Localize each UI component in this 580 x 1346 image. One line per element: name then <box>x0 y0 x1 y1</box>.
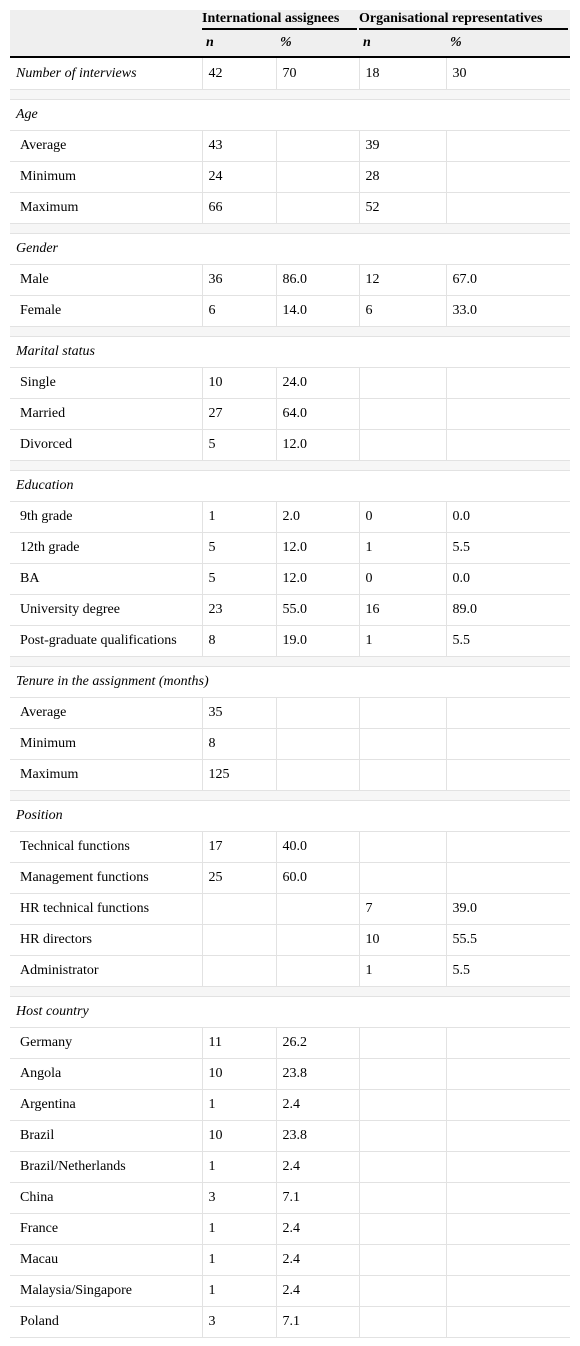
section-header-row <box>10 667 570 698</box>
table-row <box>10 1121 570 1152</box>
section-header-row <box>10 234 570 265</box>
cell-value: 23.8 <box>276 1059 359 1090</box>
table-row <box>10 131 570 162</box>
cell-value: 1 <box>202 1276 276 1307</box>
spacer-row <box>10 791 570 801</box>
cell-value: 55.0 <box>276 595 359 626</box>
header-percent: % <box>446 30 570 57</box>
cell-value: 1 <box>359 626 446 657</box>
row-label: BA <box>10 564 202 595</box>
row-label: University degree <box>10 595 202 626</box>
table-row <box>10 1307 570 1338</box>
cell-value: 43 <box>202 131 276 162</box>
cell-value: 40.0 <box>276 832 359 863</box>
table-row <box>10 1090 570 1121</box>
cell-value <box>359 1307 446 1338</box>
section-header-row <box>10 997 570 1028</box>
spacer-cell <box>10 791 570 801</box>
cell-value: 66 <box>202 193 276 224</box>
cell-value <box>446 399 570 430</box>
cell-value: 39.0 <box>446 894 570 925</box>
cell-value: 23 <box>202 595 276 626</box>
cell-value <box>446 1307 570 1338</box>
cell-value: 67.0 <box>446 265 570 296</box>
spacer-row <box>10 224 570 234</box>
cell-value <box>359 1059 446 1090</box>
spacer-cell <box>10 987 570 997</box>
header-n: n <box>202 30 276 57</box>
cell-value <box>276 193 359 224</box>
row-label: Angola <box>10 1059 202 1090</box>
row-label: Macau <box>10 1245 202 1276</box>
cell-value: 33.0 <box>446 296 570 327</box>
cell-value <box>276 894 359 925</box>
cell-value: 2.0 <box>276 502 359 533</box>
cell-value: 3 <box>202 1307 276 1338</box>
cell-value <box>446 760 570 791</box>
table-row <box>10 894 570 925</box>
table-row <box>10 832 570 863</box>
table-row <box>10 265 570 296</box>
cell-value <box>202 894 276 925</box>
table-row <box>10 193 570 224</box>
cell-value: 24 <box>202 162 276 193</box>
table-row <box>10 925 570 956</box>
spacer-row <box>10 461 570 471</box>
row-label: Administrator <box>10 956 202 987</box>
header-group-row <box>10 10 570 30</box>
row-label: Poland <box>10 1307 202 1338</box>
cell-value <box>446 1214 570 1245</box>
header-blank <box>10 10 202 30</box>
row-label: China <box>10 1183 202 1214</box>
cell-value: 12.0 <box>276 430 359 461</box>
row-label: HR directors <box>10 925 202 956</box>
cell-value: 0.0 <box>446 502 570 533</box>
cell-value <box>446 193 570 224</box>
spacer-cell <box>10 657 570 667</box>
table-row <box>10 430 570 461</box>
table-row <box>10 698 570 729</box>
spacer-cell <box>10 224 570 234</box>
header-international-assignees: International assignees <box>202 10 359 30</box>
cell-value <box>359 729 446 760</box>
cell-value: 39 <box>359 131 446 162</box>
row-label: Male <box>10 265 202 296</box>
row-label: Post-graduate qualifications <box>10 626 202 657</box>
cell-value: 23.8 <box>276 1121 359 1152</box>
header-blank <box>10 30 202 57</box>
cell-value: 2.4 <box>276 1090 359 1121</box>
cell-value: 6 <box>202 296 276 327</box>
section-title: Marital status <box>10 337 570 368</box>
cell-value: 7.1 <box>276 1183 359 1214</box>
header-percent: % <box>276 30 359 57</box>
cell-value: 3 <box>202 1183 276 1214</box>
cell-value: 25 <box>202 863 276 894</box>
cell-value: 28 <box>359 162 446 193</box>
cell-value <box>446 863 570 894</box>
section-title: Education <box>10 471 570 502</box>
cell-value <box>359 698 446 729</box>
table-row <box>10 595 570 626</box>
cell-value <box>359 760 446 791</box>
cell-value <box>446 162 570 193</box>
row-label: Malaysia/Singapore <box>10 1276 202 1307</box>
cell-value: 24.0 <box>276 368 359 399</box>
cell-value <box>359 1214 446 1245</box>
cell-value <box>359 1245 446 1276</box>
cell-value: 0 <box>359 502 446 533</box>
cell-value: 89.0 <box>446 595 570 626</box>
cell-value <box>446 1121 570 1152</box>
cell-value: 6 <box>359 296 446 327</box>
cell-value <box>276 760 359 791</box>
spacer-row <box>10 90 570 100</box>
cell-value <box>359 368 446 399</box>
spacer-cell <box>10 90 570 100</box>
row-label: Female <box>10 296 202 327</box>
row-label: Single <box>10 368 202 399</box>
header-sub-row <box>10 30 570 57</box>
cell-value <box>276 925 359 956</box>
cell-value: 7 <box>359 894 446 925</box>
row-label: Germany <box>10 1028 202 1059</box>
table-row <box>10 399 570 430</box>
table-header <box>10 10 570 57</box>
section-title: Age <box>10 100 570 131</box>
row-label: 9th grade <box>10 502 202 533</box>
cell-value <box>359 863 446 894</box>
table-row <box>10 57 570 90</box>
cell-value: 26.2 <box>276 1028 359 1059</box>
cell-value: 5 <box>202 564 276 595</box>
row-label: Technical functions <box>10 832 202 863</box>
cell-value <box>276 131 359 162</box>
section-header-row <box>10 801 570 832</box>
cell-value: 1 <box>359 956 446 987</box>
table-body <box>10 57 570 1338</box>
cell-value: 18 <box>359 57 446 90</box>
cell-value: 1 <box>202 1090 276 1121</box>
row-label: Average <box>10 698 202 729</box>
cell-value: 5 <box>202 533 276 564</box>
table-row <box>10 626 570 657</box>
cell-value: 5 <box>202 430 276 461</box>
cell-value: 16 <box>359 595 446 626</box>
section-title: Position <box>10 801 570 832</box>
cell-value: 5.5 <box>446 533 570 564</box>
cell-value <box>359 1090 446 1121</box>
cell-value: 55.5 <box>446 925 570 956</box>
cell-value <box>359 1183 446 1214</box>
row-label: Divorced <box>10 430 202 461</box>
row-label: France <box>10 1214 202 1245</box>
cell-value: 2.4 <box>276 1245 359 1276</box>
cell-value <box>446 1245 570 1276</box>
table-row <box>10 956 570 987</box>
cell-value <box>276 698 359 729</box>
row-label: Maximum <box>10 760 202 791</box>
table-row <box>10 368 570 399</box>
cell-value: 2.4 <box>276 1276 359 1307</box>
table-row <box>10 1152 570 1183</box>
cell-value: 2.4 <box>276 1214 359 1245</box>
cell-value: 27 <box>202 399 276 430</box>
row-label: Argentina <box>10 1090 202 1121</box>
cell-value: 42 <box>202 57 276 90</box>
cell-value: 86.0 <box>276 265 359 296</box>
section-header-row <box>10 337 570 368</box>
cell-value <box>359 1028 446 1059</box>
cell-value: 7.1 <box>276 1307 359 1338</box>
cell-value: 64.0 <box>276 399 359 430</box>
row-label: Brazil/Netherlands <box>10 1152 202 1183</box>
cell-value <box>359 832 446 863</box>
cell-value: 10 <box>202 1121 276 1152</box>
cell-value: 70 <box>276 57 359 90</box>
cell-value: 1 <box>202 1152 276 1183</box>
cell-value: 30 <box>446 57 570 90</box>
table-row <box>10 1276 570 1307</box>
cell-value: 19.0 <box>276 626 359 657</box>
cell-value: 17 <box>202 832 276 863</box>
cell-value: 52 <box>359 193 446 224</box>
cell-value <box>446 1028 570 1059</box>
cell-value: 12.0 <box>276 533 359 564</box>
row-label: Minimum <box>10 162 202 193</box>
cell-value <box>446 368 570 399</box>
row-label: Management functions <box>10 863 202 894</box>
table-row <box>10 1059 570 1090</box>
row-label: Number of interviews <box>10 57 202 90</box>
table-row <box>10 1183 570 1214</box>
table-row <box>10 760 570 791</box>
cell-value: 10 <box>359 925 446 956</box>
header-organisational-representatives: Organisational representatives <box>359 10 570 30</box>
cell-value: 5.5 <box>446 626 570 657</box>
demographics-table <box>10 10 570 1338</box>
cell-value <box>359 1276 446 1307</box>
cell-value: 125 <box>202 760 276 791</box>
row-label: Married <box>10 399 202 430</box>
cell-value <box>446 832 570 863</box>
section-title: Tenure in the assignment (months) <box>10 667 570 698</box>
table-container <box>10 10 570 1338</box>
row-label: Minimum <box>10 729 202 760</box>
cell-value <box>446 729 570 760</box>
row-label: Brazil <box>10 1121 202 1152</box>
cell-value: 1 <box>202 502 276 533</box>
cell-value <box>446 1183 570 1214</box>
cell-value <box>359 1152 446 1183</box>
cell-value: 1 <box>359 533 446 564</box>
spacer-cell <box>10 327 570 337</box>
table-row <box>10 863 570 894</box>
cell-value: 10 <box>202 368 276 399</box>
table-row <box>10 1245 570 1276</box>
cell-value: 35 <box>202 698 276 729</box>
cell-value <box>202 925 276 956</box>
table-row <box>10 564 570 595</box>
cell-value <box>446 1152 570 1183</box>
cell-value <box>276 729 359 760</box>
section-title: Host country <box>10 997 570 1028</box>
cell-value: 36 <box>202 265 276 296</box>
cell-value <box>446 1059 570 1090</box>
cell-value: 11 <box>202 1028 276 1059</box>
cell-value <box>359 399 446 430</box>
header-n: n <box>359 30 446 57</box>
cell-value <box>446 1090 570 1121</box>
cell-value <box>276 956 359 987</box>
cell-value: 2.4 <box>276 1152 359 1183</box>
spacer-row <box>10 327 570 337</box>
cell-value <box>359 1121 446 1152</box>
cell-value: 60.0 <box>276 863 359 894</box>
row-label: 12th grade <box>10 533 202 564</box>
table-row <box>10 729 570 760</box>
cell-value: 8 <box>202 729 276 760</box>
cell-value: 1 <box>202 1245 276 1276</box>
cell-value: 1 <box>202 1214 276 1245</box>
row-label: HR technical functions <box>10 894 202 925</box>
section-header-row <box>10 100 570 131</box>
table-row <box>10 1214 570 1245</box>
table-row <box>10 533 570 564</box>
cell-value <box>276 162 359 193</box>
table-row <box>10 296 570 327</box>
section-title: Gender <box>10 234 570 265</box>
row-label: Average <box>10 131 202 162</box>
row-label: Maximum <box>10 193 202 224</box>
cell-value: 12 <box>359 265 446 296</box>
cell-value: 0.0 <box>446 564 570 595</box>
table-row <box>10 502 570 533</box>
cell-value <box>446 698 570 729</box>
spacer-cell <box>10 461 570 471</box>
cell-value: 10 <box>202 1059 276 1090</box>
section-header-row <box>10 471 570 502</box>
cell-value <box>359 430 446 461</box>
cell-value: 0 <box>359 564 446 595</box>
cell-value <box>446 430 570 461</box>
spacer-row <box>10 987 570 997</box>
cell-value: 5.5 <box>446 956 570 987</box>
table-row <box>10 162 570 193</box>
cell-value <box>202 956 276 987</box>
table-row <box>10 1028 570 1059</box>
cell-value <box>446 1276 570 1307</box>
cell-value <box>446 131 570 162</box>
cell-value: 8 <box>202 626 276 657</box>
spacer-row <box>10 657 570 667</box>
cell-value: 12.0 <box>276 564 359 595</box>
cell-value: 14.0 <box>276 296 359 327</box>
